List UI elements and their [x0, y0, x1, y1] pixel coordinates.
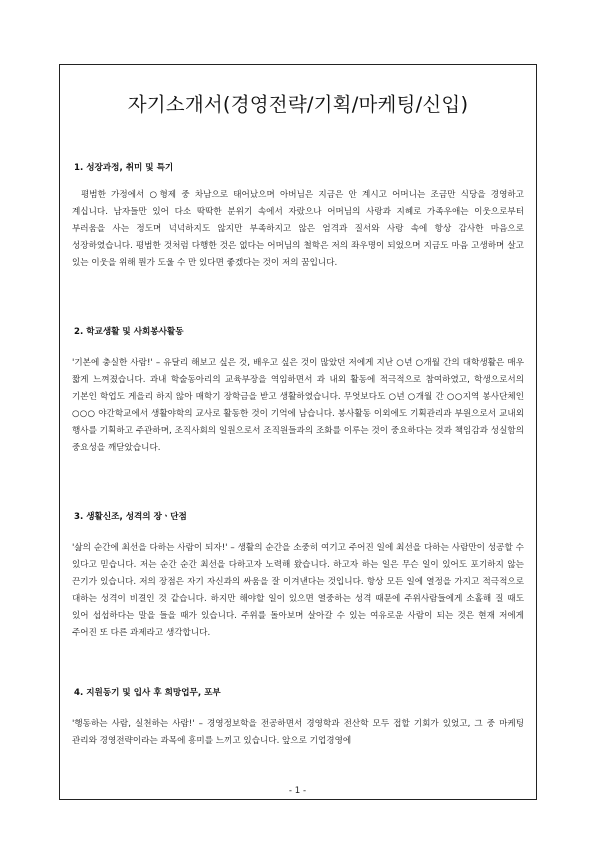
section-heading-school-life: 2. 학교생활 및 사회봉사활동 [74, 327, 184, 337]
section-body-growth: 평범한 가정에서 ○형제 중 차남으로 태어났으며 아버님은 지금은 안 계시고 어머니는 조금만 식당을 경영하고 계십니다. 남자들만 있어 다소 딱딱한 분위기 속에서 자랐으나 어머님의 사랑과 지혜로 가족우애는 이웃으로부터 부러움을 사는 정도며 넉넉하지도 않지만 부족하지고 않은 엄격과 질서와 사랑 속에 항상 감사한 마음으로 성장하였습니다. 평범한 것처럼 다행한 것은 없다는 어머님의 철학은 저의 좌우명이 되었으며 지금도 마음 고생하며 살고 있는 이웃을 위해 뭔가 도울 수 만 있다면 좋겠다는 것이 저의 꿈입니다. [72, 190, 524, 268]
section-heading-growth: 1. 성장과정, 취미 및 특기 [74, 163, 174, 173]
section-body-personality: '삶의 순간에 최선을 다하는 사람이 되자!' – 생활의 순간을 소중히 여기고 주어진 일에 최선을 다하는 사람만이 성공할 수 있다고 믿습니다. 저는 순간 순간 최선을 다하고자 노력해 왔습니다. 하고자 하는 일은 무슨 일이 있어도 포기하지 않는 끈기가 있습니다. 저의 장점은 자기 자신과의 싸움을 잘 이겨낸다는 것입니다. 항상 모든 일에 열정을 가지고 적극적으로 대하는 성격이 비결인 것 같습니다. 하지만 해야할 일이 있으면 열중하는 성격 때문에 주위사람들에게 소홀해 질 때도 있어 섭섭하다는 말을 들을 때가 있습니다. 주위를 돌아보며 살아갈 수 있는 여유로운 사람이 되는 것은 현재 저에게 주어진 또 다른 과제라고 생각합니다. [72, 543, 524, 638]
section-heading-personality: 3. 생활신조, 성격의 장ㆍ단점 [74, 512, 187, 522]
page-number: - 1 - [288, 786, 307, 796]
document-title: 자기소개서(경영전략/기획/마케팅/신입) [127, 93, 469, 116]
section-heading-motivation: 4. 지원동기 및 입사 후 희망업무, 포부 [74, 688, 221, 698]
section-body-motivation: '행동하는 사람, 실천하는 사람!' – 경영정보학을 전공하면서 경영학과 전산학 모두 접할 기회가 있었고, 그 중 마케팅 관리와 경영전략이라는 과목에 흥미를 느끼고 있습니다. 앞으로 기업경영에 [72, 719, 524, 746]
section-body-school-life: '기본에 충실한 사람!' – 유달리 해보고 싶은 것, 배우고 싶은 것이 많았던 저에게 지난 ○년 ○개월 간의 대학생활은 매우 짧게 느껴졌습니다. 과내 학술동아리의 교육부장을 역임하면서 과 내외 활동에 적극적으로 참여하였고, 학생으로서의 기본인 학업도 게을리 하지 않아 매학기 장학금을 받고 생활하였습니다. 무엇보다도 ○년 ○개월 간 ○○지역 봉사단체인 ○○○ 야간학교에서 생활야학의 교사로 활동한 것이 기억에 남습니다. 봉사활동 이외에도 기획관리과 부원으로서 교내외 행사를 기획하고 주관하며, 조직사회의 일원으로서 조직원들과의 조화를 이루는 것이 중요하다는 것과 책임감과 성실함의 중요성을 깨닫았습니다. [72, 358, 524, 453]
